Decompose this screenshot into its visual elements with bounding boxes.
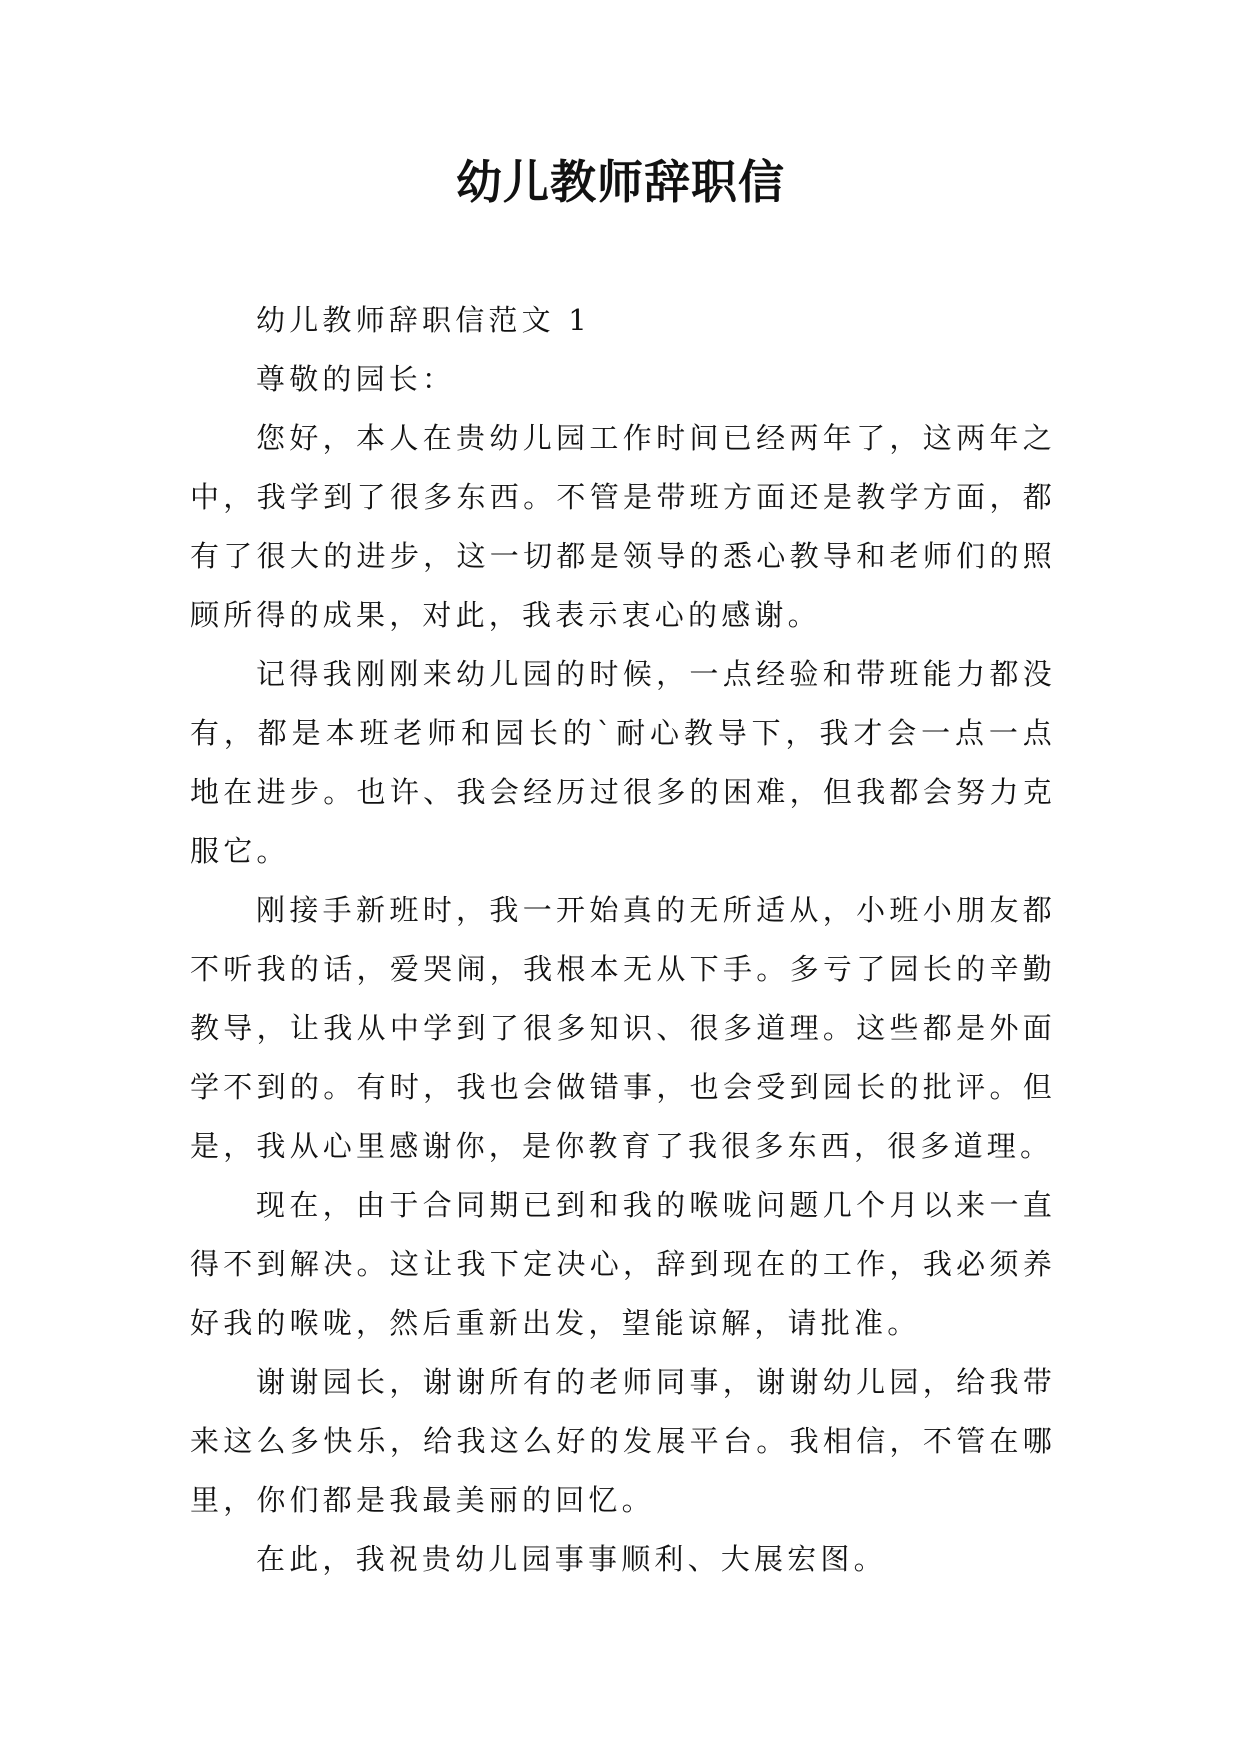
paragraph-subtitle: 幼儿教师辞职信范文 1: [256, 303, 591, 337]
paragraph-wishes: 在此，我祝贵幼儿园事事顺利、大展宏图。: [256, 1542, 887, 1576]
paragraph-reason: 现在，由于合同期已到和我的喉咙问题几个月以来一直得不到解决。这让我下定决心，辞到现在的工作，我必须养好我的喉咙，然后重新出发，望能谅解，请批准。: [190, 1188, 1056, 1340]
paragraph-greeting: 您好，本人在贵幼儿园工作时间已经两年了，这两年之中，我学到了很多东西。不管是带班方面还是教学方面，都有了很大的进步，这一切都是领导的悉心教导和老师们的照顾所得的成果，对此，我表示衷心的感谢。: [190, 421, 1056, 632]
paragraph-new-class: 刚接手新班时，我一开始真的无所适从，小班小朋友都不听我的话，爱哭闹，我根本无从下手。多亏了园长的辛勤教导，让我从中学到了很多知识、很多道理。这些都是外面学不到的。有时，我也会做错事，也会受到园长的批评。但是，我从心里感谢你，是你教育了我很多东西，很多道理。: [190, 893, 1056, 1163]
paragraph-thanks: 谢谢园长，谢谢所有的老师同事，谢谢幼儿园，给我带来这么多快乐，给我这么好的发展平台。我相信，不管在哪里，你们都是我最美丽的回忆。: [190, 1365, 1056, 1517]
paragraph-salutation: 尊敬的园长：: [256, 362, 456, 396]
document-body: [190, 291, 1056, 1589]
document-title: 幼儿教师辞职信: [456, 155, 785, 209]
paragraph-memory: 记得我刚刚来幼儿园的时候，一点经验和带班能力都没有，都是本班老师和园长的`耐心教导下，我才会一点一点地在进步。也许、我会经历过很多的困难，但我都会努力克服它。: [190, 657, 1056, 868]
